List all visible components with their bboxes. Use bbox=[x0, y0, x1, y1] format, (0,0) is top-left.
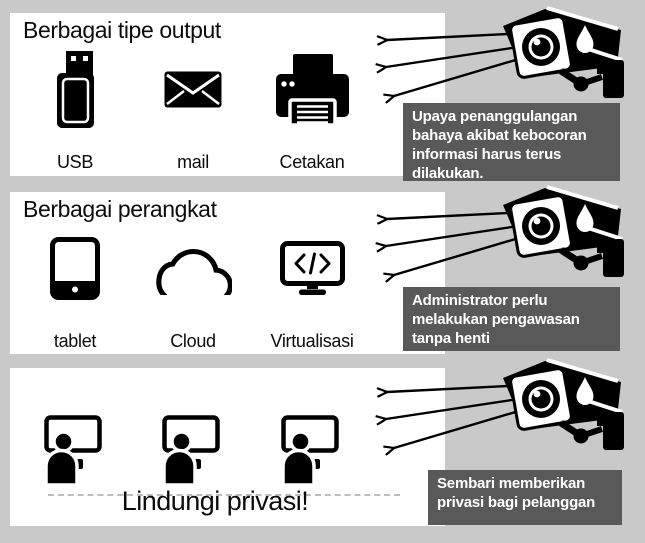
cctv-camera-icon bbox=[375, 0, 645, 118]
mail-envelope-icon bbox=[164, 71, 222, 108]
icon-row bbox=[16, 226, 372, 352]
item-label: mail bbox=[177, 152, 209, 172]
person-at-screen-icon bbox=[281, 415, 343, 485]
item-mail bbox=[134, 47, 252, 173]
caption-leak-prevention: Upaya penanggulangan bahaya akibat kebocoran informasi harus terus dilakukan. bbox=[403, 103, 620, 181]
item-tablet bbox=[16, 226, 134, 352]
item-label: Cetakan bbox=[279, 152, 345, 172]
usb-drive-icon bbox=[56, 51, 95, 128]
code-monitor-icon bbox=[280, 241, 345, 296]
panel-title: Berbagai tipe output bbox=[23, 17, 221, 43]
item-label: tablet bbox=[53, 331, 97, 351]
item-virtualization bbox=[252, 226, 372, 352]
item-customer-1 bbox=[16, 408, 134, 492]
cctv-camera-icon bbox=[375, 179, 645, 297]
icon-row bbox=[16, 47, 372, 173]
person-at-screen-icon bbox=[162, 415, 224, 485]
item-cloud bbox=[134, 226, 252, 352]
caption-admin-monitoring: Administrator perlu melakukan pengawasan tanpa henti bbox=[403, 287, 620, 351]
item-usb bbox=[16, 47, 134, 173]
person-at-screen-icon bbox=[44, 415, 106, 485]
item-label: Virtualisasi bbox=[270, 331, 354, 351]
item-label: Cloud bbox=[170, 331, 216, 351]
privacy-slogan: Lindungi privasi! bbox=[121, 486, 309, 516]
caption-customer-privacy: Sembari memberikan privasi bagi pelanggan bbox=[428, 470, 622, 525]
cloud-icon bbox=[155, 241, 232, 295]
panel-title: Berbagai perangkat bbox=[23, 196, 217, 222]
item-customer-3 bbox=[252, 408, 372, 492]
printer-icon bbox=[276, 54, 349, 125]
item-print bbox=[252, 47, 372, 173]
item-label: USB bbox=[56, 152, 94, 172]
item-customer-2 bbox=[134, 408, 252, 492]
cctv-camera-icon bbox=[375, 352, 645, 470]
tablet-icon bbox=[50, 237, 100, 300]
icon-row bbox=[16, 408, 372, 492]
